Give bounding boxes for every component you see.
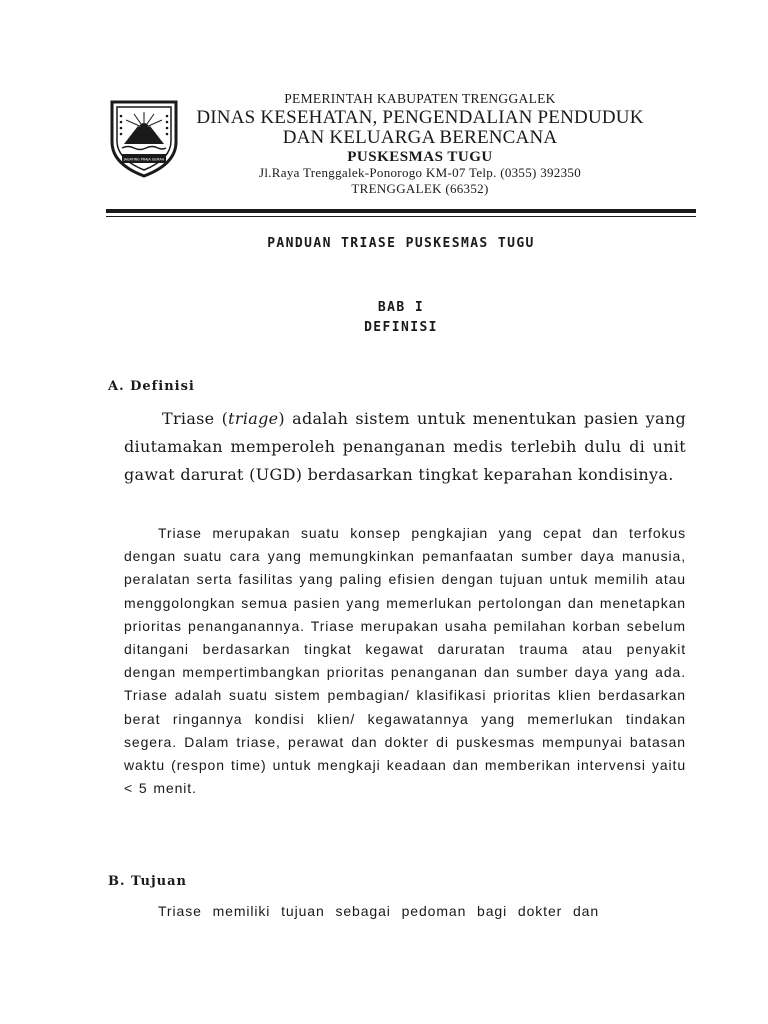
letterhead-city: TRENGGALEK (66352) [351,181,489,196]
letterhead-divider-thick [106,209,696,213]
letterhead-agency-line2: DAN KELUARGA BERENCANA [282,127,558,148]
letterhead-address: Jl.Raya Trenggalek-Ponorogo KM-07 Telp. (0355) 392350 [258,165,582,180]
definition-text-start: Triase ( [162,409,229,428]
definition-paragraph [124,405,686,489]
section-b-heading: B. Tujuan [108,874,188,889]
triage-concept-text: Triase merupakan suatu konsep pengkajian yang cepat dan terfokus dengan suatu cara yang memungkinkan pemanfaatan sumber daya manusia, peralatan serta fasilitas yang paling efisien dengan tujuan untuk memilih atau menggolongkan semua pasien yang memerlukan pertolongan dan menetapkan prioritas penanganannya. Triase merupakan usaha pemilahan korban sebelum ditangani berdasarkan tingkat kegawat daruratan trauma atau penyakit dengan mempertimbangkan prioritas penanganan dan sumber daya yang ada. Triase adalah suatu sistem pembagian/ klasifikasi prioritas klien berdasarkan berat ringannya kondisi klien/ kegawatannya yang memerlukan tindakan segera. Dalam triase, perawat dan dokter di puskesmas mempunyai batasan waktu (respon time) untuk mengkaji keadaan dan memberikan intervensi yaitu < 5 menit. [124,525,686,797]
definition-text-rest: ) adalah sistem untuk menentukan pasien yang diutamakan memperoleh penanganan medis terlebih dulu di unit gawat darurat (UGD) berdasarkan tingkat keparahan kondisinya. [124,409,686,484]
svg-text:JAGATING PRAJA GEMAH: JAGATING PRAJA GEMAH [123,157,165,162]
letterhead-puskesmas: PUSKESMAS TUGU [347,149,493,165]
letterhead-divider-thin [106,216,696,217]
section-a-heading: A. Definisi [108,379,195,394]
document-title: PANDUAN TRIASE PUSKESMAS TUGU [267,236,535,251]
purpose-paragraph [124,900,686,923]
definition-italic-term: triage [228,409,279,428]
purpose-text: Triase memiliki tujuan sebagai pedoman bagi dokter dan [158,903,600,919]
triage-concept-paragraph [124,522,686,800]
letterhead-government: PEMERINTAH KABUPATEN TRENGGALEK [284,91,556,106]
chapter-number: BAB I [377,300,425,315]
chapter-title: DEFINISI [364,320,438,335]
letterhead-agency-line1: DINAS KESEHATAN, PENGENDALIAN PENDUDUK [196,107,644,128]
